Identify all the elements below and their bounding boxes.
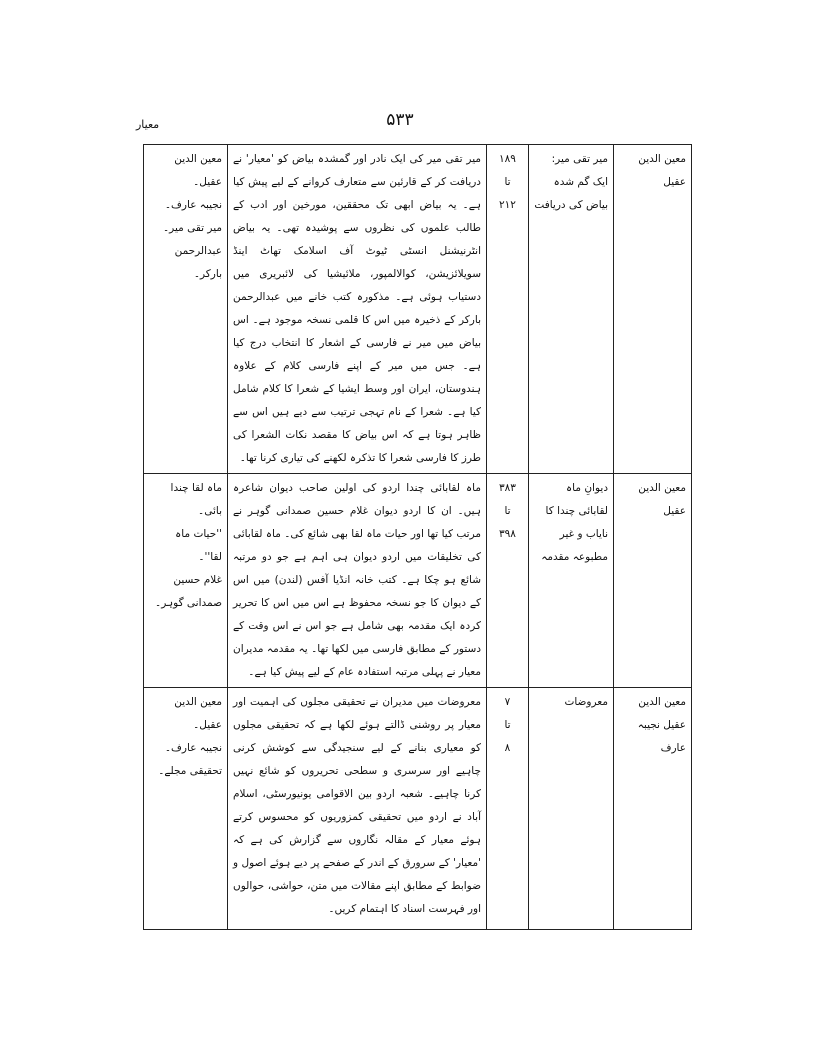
keyword: ماہ لقا چندا بائی۔	[170, 482, 222, 517]
page-to: ۸	[504, 742, 511, 754]
author-cell: معین الدین عقیل	[614, 474, 692, 688]
title-cell: دیوانِ ماہ لقابائی چندا کا نایاب و غیر مطبوعہ مقدمہ	[529, 474, 614, 688]
keyword: معین الدین عقیل۔	[174, 696, 222, 731]
keywords-cell	[144, 474, 228, 688]
index-table	[143, 144, 692, 930]
page-to: ۲۱۲	[499, 199, 516, 211]
keyword: ''حیات ماہ لقا''۔	[175, 528, 222, 563]
summary-cell: معروضات میں مدیران نے تحقیقی مجلوں کی اہمیت اور معیار پر روشنی ڈالتے ہوئے لکھا ہے کہ تحقیقی مجلوں کو معیاری بنانے کے لیے سنجیدگی سے کوشش کرنی چاہیے اور سرسری و سطحی تحریروں کو شائع نہیں کرنا چاہیے۔ شعبہ اردو بین الاقوامی یونیورسٹی، اسلام آباد نے اردو میں تحقیقی کمزوریوں کو محسوس کرتے ہوئے معیار کے مقالہ نگاروں سے گزارش کی ہے کہ 'معیار' کے سرورق کے اندر کے صفحے پر دیے ہوئے اصول و ضوابط کے مطابق اپنے مقالات میں متن، حواشی، حوالوں اور فہرست اسناد کا اہتمام کریں۔	[228, 688, 487, 930]
keyword: نجیبہ عارف۔	[164, 199, 222, 211]
page-number: ۵۳۳	[386, 110, 414, 130]
page-from: ۱۸۹	[499, 153, 516, 165]
summary-cell: ماہ لقابائی چندا اردو کی اولین صاحب دیوان شاعرہ ہیں۔ ان کا اردو دیوان غلام حسین صمدانی گوہر نے مرتب کیا تھا اور حیات ماہ لقا بھی شائع کی۔ ماہ لقابائی کی تخلیقات میں اردو دیوان ہی اہم ہے جو دو مرتبہ شائع ہو چکا ہے۔ کتب خانہ انڈیا آفس (لندن) میں اس کے دیوان کا جو نسخہ محفوظ ہے اس میں اس کا تحریر کردہ ایک مقدمہ بھی شامل ہے جو اس نے اس وقت کے دستور کے مطابق فارسی میں لکھا تھا۔ یہ مقدمہ مدیران معیار نے پہلی مرتبہ استفادہ عام کے لیے پیش کیا ہے۔	[228, 474, 487, 688]
page-sep: تا	[504, 719, 511, 731]
keyword: تحقیقی مجلے۔	[158, 765, 222, 777]
page-from: ۳۸۳	[499, 482, 516, 494]
keyword: عبدالرحمن بارکر۔	[174, 245, 222, 280]
keywords-cell	[144, 688, 228, 930]
pages-cell	[487, 474, 529, 688]
keywords-cell	[144, 145, 228, 474]
title-cell: میر تقی میر: ایک گم شدہ بیاض کی دریافت	[529, 145, 614, 474]
page-from: ۷	[504, 696, 511, 708]
page-sep: تا	[504, 505, 511, 517]
summary-cell: میر تقی میر کی ایک نادر اور گمشدہ بیاض کو 'معیار' نے دریافت کر کے قارئین سے متعارف کروانے کے لیے پیش کیا ہے۔ یہ بیاض ابھی تک محققین، مورخین اور ادب کے طالب علموں کی نظروں سے پوشیدہ تھی۔ یہ بیاض انٹرنیشنل انسٹی ٹیوٹ آف اسلامک تھاٹ اینڈ سویلائزیشن، کوالالمپور، ملائیشیا کی لائبریری میں دستیاب ہوئی ہے۔ مذکورہ کتب خانے میں عبدالرحمن بارکر کے ذخیرہ میں اس کا قلمی نسخہ موجود ہے۔ اس بیاض میں میر نے فارسی کے اشعار کا انتخاب درج کیا ہے۔ جس میں میر کے اپنے فارسی کلام کے علاوہ ہندوستان، ایران اور وسط ایشیا کے شعرا کا کلام شامل کیا ہے۔ شعرا کے نام تہجی ترتیب سے دیے ہیں اس سے ظاہر ہوتا ہے کہ اس بیاض کا مقصد نکات الشعرا کی طرز کا فارسی شعرا کا تذکرہ لکھنے کی تیاری کرنا تھا۔	[228, 145, 487, 474]
table-row	[144, 145, 692, 474]
keyword: میر تقی میر۔	[163, 222, 222, 234]
keyword: معین الدین عقیل۔	[174, 153, 222, 188]
table-row	[144, 474, 692, 688]
page-sep: تا	[504, 176, 511, 188]
keyword: غلام حسین صمدانی گوہر۔	[155, 574, 222, 609]
pages-cell	[487, 688, 529, 930]
author-cell: معین الدین عقیل نجیبہ عارف	[614, 688, 692, 930]
pages-cell	[487, 145, 529, 474]
page-to: ۳۹۸	[499, 528, 516, 540]
title-cell: معروضات	[529, 688, 614, 930]
keyword: نجیبہ عارف۔	[164, 742, 222, 754]
author-cell: معین الدین عقیل	[614, 145, 692, 474]
table-row	[144, 688, 692, 930]
running-head: معیار	[136, 118, 160, 131]
